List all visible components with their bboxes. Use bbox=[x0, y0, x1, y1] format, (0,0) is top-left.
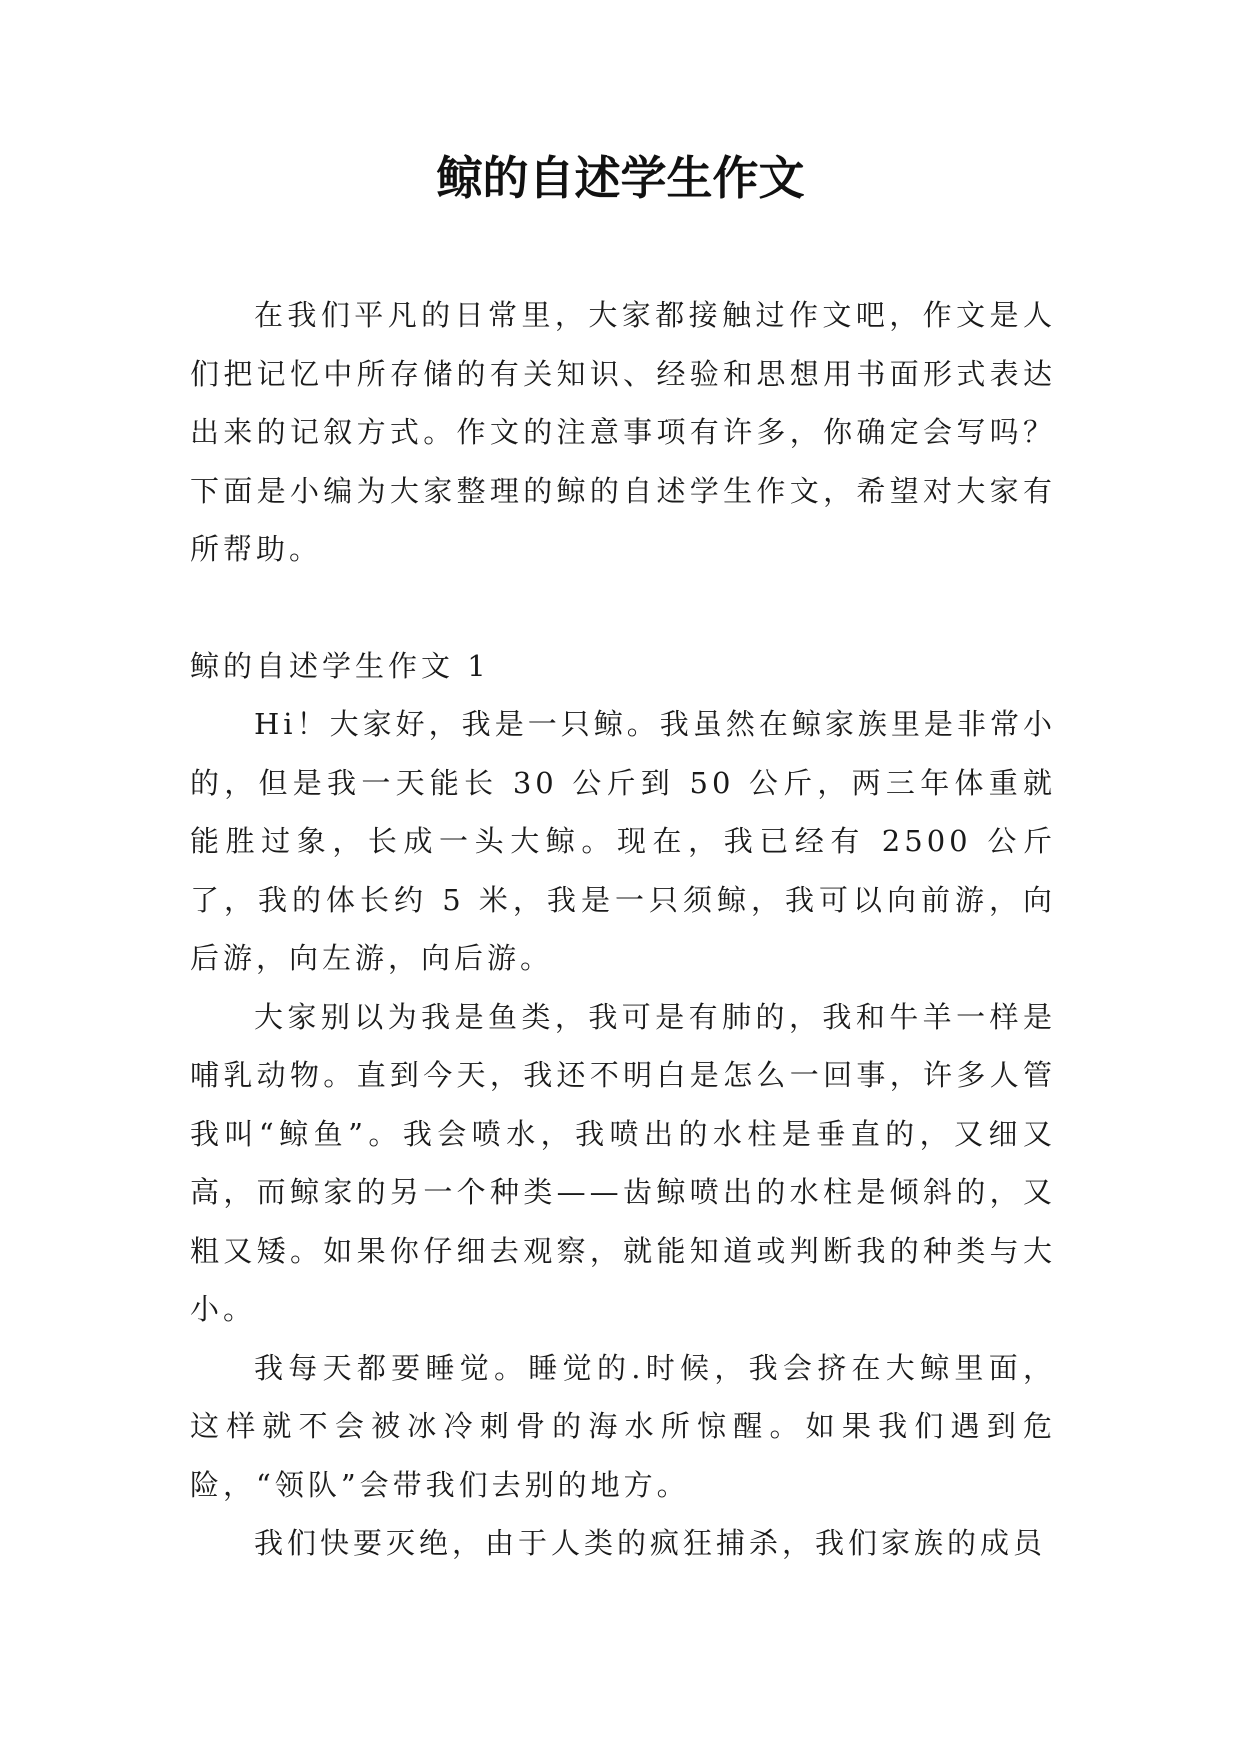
body-paragraph-4: 我们快要灭绝，由于人类的疯狂捕杀，我们家族的成员 bbox=[254, 1526, 1047, 1560]
body-paragraph-3: 我每天都要睡觉。睡觉的.时候，我会挤在大鲸里面，这样就不会被冰冷刺骨的海水所惊醒。如果我们遇到危险，“领队”会带我们去别的地方。 bbox=[190, 1350, 1056, 1502]
body-paragraph-2: 大家别以为我是鱼类，我可是有肺的，我和牛羊一样是哺乳动物。直到今天，我还不明白是怎么一回事，许多人管我叫“鲸鱼”。我会喷水，我喷出的水柱是垂直的，又细又高，而鲸家的另一个种类——齿鲸喷出的水柱是倾斜的，又粗又矮。如果你仔细去观察，就能知道或判断我的种类与大小。 bbox=[190, 999, 1056, 1326]
document-title: 鲸的自述学生作文 bbox=[436, 151, 805, 205]
body-paragraph-1: Hi！大家好，我是一只鲸。我虽然在鲸家族里是非常小的，但是我一天能长 30 公斤到 50 公斤，两三年体重就能胜过象，长成一头大鲸。现在，我已经有 2500 公斤了，我的体长约 5 米，我是一只须鲸，我可以向前游，向后游，向左游，向后游。 bbox=[190, 707, 1056, 975]
document-body bbox=[190, 286, 1056, 1573]
intro-paragraph: 在我们平凡的日常里，大家都接触过作文吧，作文是人们把记忆中所存储的有关知识、经验和思想用书面形式表达出来的记叙方式。作文的注意事项有许多，你确定会写吗？下面是小编为大家整理的鲸的自述学生作文，希望对大家有所帮助。 bbox=[190, 298, 1056, 566]
section-heading: 鲸的自述学生作文 1 bbox=[190, 648, 490, 683]
